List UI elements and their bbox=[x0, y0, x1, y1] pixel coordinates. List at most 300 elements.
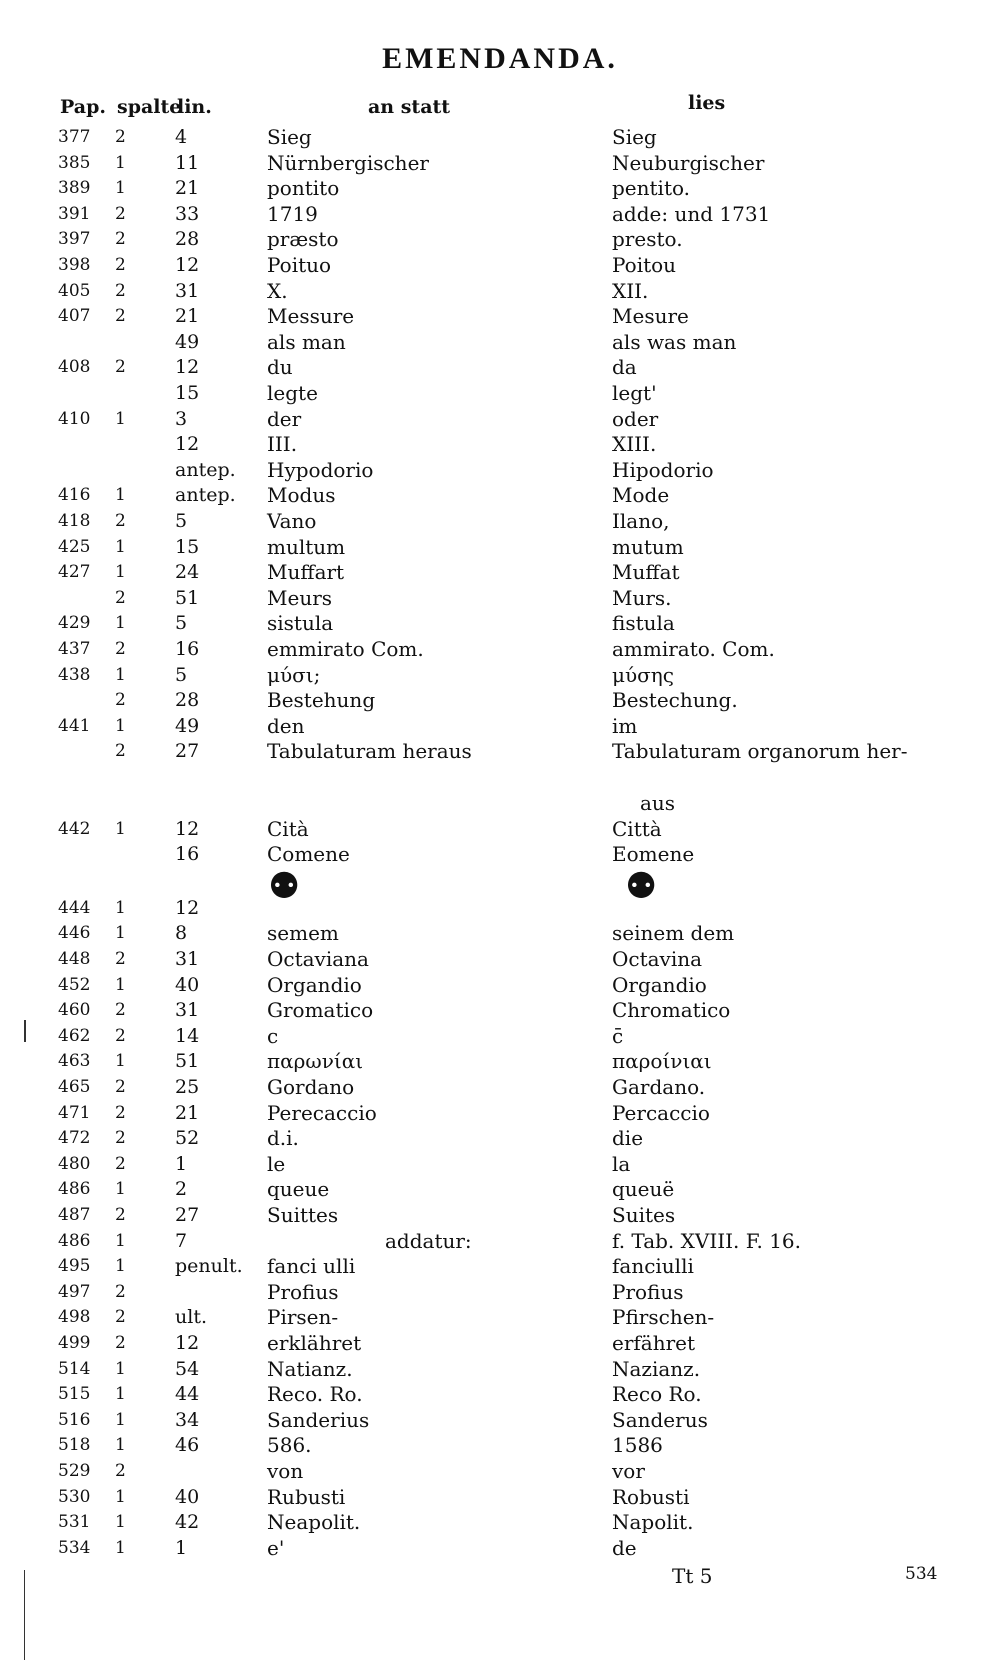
cell-anstatt: Meurs bbox=[267, 585, 333, 610]
cell-anstatt: d.i. bbox=[267, 1126, 299, 1151]
cell-page: 480 bbox=[58, 1153, 91, 1174]
cell-page: 518 bbox=[58, 1435, 91, 1456]
cell-lies: μύσης bbox=[612, 662, 674, 687]
cell-spalte: 1 bbox=[115, 408, 126, 429]
table-row bbox=[0, 714, 1000, 739]
cell-lies: queuë bbox=[612, 1177, 675, 1202]
cell-line: 31 bbox=[175, 279, 200, 302]
cell-lies: Sieg bbox=[612, 125, 657, 149]
cell-anstatt: X. bbox=[267, 278, 288, 303]
cell-spalte: 2 bbox=[115, 1025, 126, 1046]
cell-anstatt: der bbox=[267, 406, 302, 431]
cell-page: 529 bbox=[58, 1461, 91, 1481]
table-row bbox=[0, 1408, 1000, 1433]
cell-anstatt: c bbox=[267, 1023, 279, 1048]
cell-page: 441 bbox=[58, 715, 91, 736]
cell-page: 416 bbox=[58, 485, 91, 506]
pin-glyph-icon: ⚉ bbox=[268, 865, 301, 907]
cell-lies: legt' bbox=[612, 381, 657, 405]
cell-anstatt: von bbox=[267, 1459, 304, 1483]
cell-spalte: 2 bbox=[115, 587, 126, 608]
cell-spalte: 1 bbox=[115, 1409, 126, 1430]
cell-page: 531 bbox=[58, 1512, 91, 1533]
table-row bbox=[0, 432, 1000, 457]
cell-spalte: 1 bbox=[115, 1486, 126, 1507]
cell-spalte: 2 bbox=[115, 1281, 126, 1302]
cell-lies: erfähret bbox=[612, 1331, 696, 1355]
cell-page: 391 bbox=[58, 203, 91, 224]
cell-lies: XIII. bbox=[612, 432, 657, 457]
cell-page: 497 bbox=[58, 1281, 91, 1302]
cell-anstatt: Gordano bbox=[267, 1075, 355, 1099]
cell-line: 40 bbox=[175, 973, 200, 996]
cell-line: 31 bbox=[175, 999, 200, 1022]
table-row bbox=[0, 791, 1000, 816]
cell-anstatt: Vano bbox=[267, 509, 317, 533]
cell-spalte: 2 bbox=[115, 1000, 126, 1021]
cell-line: 14 bbox=[175, 1024, 200, 1047]
table-row bbox=[0, 921, 1000, 946]
cell-anstatt: Sanderius bbox=[267, 1407, 370, 1432]
cell-page: 429 bbox=[58, 613, 91, 634]
cell-spalte: 1 bbox=[115, 664, 126, 685]
table-row bbox=[0, 407, 1000, 432]
cell-page: 486 bbox=[58, 1179, 91, 1200]
table-row bbox=[0, 1075, 1000, 1100]
cell-anstatt: Reco. Ro. bbox=[267, 1382, 363, 1407]
cell-page: 389 bbox=[58, 178, 91, 199]
margin-mark bbox=[24, 1020, 26, 1042]
cell-spalte: 2 bbox=[115, 1077, 126, 1097]
cell-line: 51 bbox=[175, 586, 200, 609]
cell-line: antep. bbox=[175, 484, 236, 507]
cell-spalte: 1 bbox=[115, 1230, 126, 1251]
cell-spalte: 2 bbox=[115, 741, 126, 762]
cell-spalte: 1 bbox=[115, 715, 126, 736]
cell-line: 5 bbox=[175, 612, 188, 635]
header-lin: lin. bbox=[177, 96, 212, 118]
cell-line: 12 bbox=[175, 896, 200, 919]
cell-line: 52 bbox=[175, 1127, 200, 1150]
cell-line: 28 bbox=[175, 689, 200, 712]
cell-line: 31 bbox=[175, 948, 200, 970]
cell-anstatt: Tabulaturam heraus bbox=[267, 739, 472, 764]
cell-lies: Hipodorio bbox=[612, 457, 714, 482]
table-row bbox=[0, 947, 1000, 972]
cell-lies: Organdio bbox=[612, 972, 707, 997]
cell-page: 460 bbox=[58, 1000, 91, 1021]
cell-line: 21 bbox=[175, 1101, 200, 1124]
cell-line: 1 bbox=[175, 1152, 188, 1175]
table-row bbox=[0, 1254, 1000, 1279]
cell-page: 534 bbox=[58, 1537, 91, 1558]
cell-page: 515 bbox=[58, 1384, 91, 1405]
table-row bbox=[0, 151, 1000, 176]
cell-lies: Bestechung. bbox=[612, 688, 738, 713]
cell-spalte: 2 bbox=[115, 255, 126, 275]
cell-anstatt: legte bbox=[267, 381, 318, 405]
cell-page: 407 bbox=[58, 306, 91, 327]
cell-spalte: 1 bbox=[115, 1435, 126, 1456]
cell-spalte: 2 bbox=[115, 306, 126, 327]
table-row bbox=[0, 535, 1000, 560]
cell-lies: Mesure bbox=[612, 304, 689, 329]
table-row bbox=[0, 688, 1000, 713]
table-row bbox=[0, 176, 1000, 201]
cell-spalte: 1 bbox=[115, 974, 126, 995]
cell-line: 12 bbox=[175, 1332, 200, 1354]
cell-line: 21 bbox=[175, 177, 200, 200]
margin-mark bbox=[24, 1570, 25, 1660]
cell-line: 15 bbox=[175, 382, 200, 404]
cell-line: 33 bbox=[175, 202, 200, 225]
cell-line: 12 bbox=[175, 356, 200, 379]
cell-spalte: 1 bbox=[115, 1256, 126, 1277]
cell-lies: ammirato. Com. bbox=[612, 637, 775, 661]
cell-anstatt: Organdio bbox=[267, 972, 362, 997]
cell-line: 2 bbox=[175, 1178, 188, 1201]
cell-anstatt: du bbox=[267, 355, 293, 380]
cell-lies: Nazianz. bbox=[612, 1356, 701, 1381]
table-row bbox=[0, 125, 1000, 150]
cell-lies: die bbox=[612, 1126, 644, 1151]
cell-spalte: 2 bbox=[115, 690, 126, 711]
table-row bbox=[0, 381, 1000, 406]
table-row bbox=[0, 586, 1000, 611]
cell-anstatt: Suittes bbox=[267, 1203, 339, 1227]
table-row bbox=[0, 279, 1000, 304]
cell-line: 11 bbox=[175, 151, 200, 174]
cell-anstatt: Profius bbox=[267, 1279, 339, 1304]
cell-line: 24 bbox=[175, 561, 200, 584]
cell-page: 452 bbox=[58, 974, 91, 995]
cell-anstatt: Natianz. bbox=[267, 1356, 353, 1381]
cell-lies: Sanderus bbox=[612, 1407, 708, 1432]
cell-lies: pentito. bbox=[612, 176, 691, 201]
table-row bbox=[0, 865, 1000, 921]
cell-spalte: 2 bbox=[115, 1333, 126, 1353]
table-row bbox=[0, 1049, 1000, 1074]
table-row bbox=[0, 1203, 1000, 1228]
cell-anstatt: Nürnbergischer bbox=[267, 150, 429, 175]
cell-line: 44 bbox=[175, 1383, 200, 1406]
cell-lies: Tabulaturam organorum her- bbox=[612, 739, 908, 764]
cell-spalte: 1 bbox=[115, 152, 126, 173]
cell-spalte: 2 bbox=[115, 1205, 126, 1225]
cell-page: 444 bbox=[58, 897, 91, 918]
cell-spalte: 2 bbox=[115, 511, 126, 531]
cell-lies: Muffat bbox=[612, 560, 680, 585]
cell-lies: la bbox=[612, 1151, 631, 1176]
cell-spalte: 1 bbox=[115, 485, 126, 506]
cell-spalte: 2 bbox=[115, 1461, 126, 1481]
cell-anstatt: Neapolit. bbox=[267, 1510, 361, 1535]
cell-lies: Napolit. bbox=[612, 1510, 694, 1535]
cell-line: 28 bbox=[175, 228, 200, 251]
cell-page: 437 bbox=[58, 639, 91, 659]
cell-line: 27 bbox=[175, 1204, 200, 1226]
cell-page: 471 bbox=[58, 1102, 91, 1123]
cell-line: 40 bbox=[175, 1485, 200, 1508]
cell-lies: Eomene bbox=[612, 842, 695, 867]
cell-page: 462 bbox=[58, 1025, 91, 1046]
table-row bbox=[0, 1305, 1000, 1330]
cell-lies: XII. bbox=[612, 278, 649, 303]
cell-page: 448 bbox=[58, 949, 91, 969]
table-row bbox=[0, 227, 1000, 252]
cell-page: 465 bbox=[58, 1077, 91, 1097]
header-anstatt: an statt bbox=[368, 96, 451, 118]
cell-line: 12 bbox=[175, 817, 200, 840]
cell-spalte: 1 bbox=[115, 536, 126, 557]
table-row bbox=[0, 1357, 1000, 1382]
cell-page: 425 bbox=[58, 536, 91, 557]
cell-page: 405 bbox=[58, 280, 91, 301]
cell-lies: als was man bbox=[612, 329, 737, 354]
cell-lies: Octavina bbox=[612, 947, 703, 971]
cell-lies: Mode bbox=[612, 483, 670, 508]
cell-anstatt: e' bbox=[267, 1535, 285, 1560]
header-spalte: spalte bbox=[117, 96, 182, 118]
cell-page: 438 bbox=[58, 664, 91, 685]
cell-line: antep. bbox=[175, 458, 236, 481]
header-lies: lies bbox=[688, 92, 726, 114]
cell-lies: Chromatico bbox=[612, 998, 731, 1023]
cell-anstatt: Gromatico bbox=[267, 998, 374, 1023]
cell-anstatt: Bestehung bbox=[267, 688, 376, 713]
cell-lies: fanciulli bbox=[612, 1254, 694, 1279]
cell-page: 530 bbox=[58, 1486, 91, 1507]
cell-page: 397 bbox=[58, 229, 91, 250]
cell-page: 410 bbox=[58, 408, 91, 429]
cell-spalte: 1 bbox=[115, 1512, 126, 1533]
cell-spalte: 2 bbox=[115, 639, 126, 659]
cell-spalte: 1 bbox=[115, 818, 126, 839]
cell-anstatt: fanci ulli bbox=[267, 1254, 356, 1279]
cell-anstatt: le bbox=[267, 1151, 286, 1176]
table-row bbox=[0, 1536, 1000, 1561]
cell-spalte: 1 bbox=[115, 897, 126, 918]
cell-page: 377 bbox=[58, 127, 91, 147]
cell-spalte: 2 bbox=[115, 357, 126, 378]
cell-line: 12 bbox=[175, 433, 200, 456]
cell-lies: de bbox=[612, 1535, 637, 1560]
table-row bbox=[0, 817, 1000, 842]
cell-anstatt: multum bbox=[267, 534, 346, 559]
table-row bbox=[0, 1024, 1000, 1049]
cell-lies: fistula bbox=[612, 611, 675, 636]
cell-line: ult. bbox=[175, 1306, 207, 1329]
table-row bbox=[0, 1229, 1000, 1254]
cell-spalte: 2 bbox=[115, 127, 126, 147]
cell-lies: f. Tab. XVIII. F. 16. bbox=[612, 1228, 802, 1253]
cell-lies: mutum bbox=[612, 534, 684, 559]
table-row bbox=[0, 330, 1000, 355]
cell-line: 51 bbox=[175, 1050, 200, 1073]
table-row bbox=[0, 1331, 1000, 1356]
page-title: EMENDANDA. bbox=[382, 42, 618, 75]
table-row bbox=[0, 739, 1000, 764]
cell-spalte: 1 bbox=[115, 178, 126, 199]
cell-page: 486 bbox=[58, 1230, 91, 1251]
cell-anstatt: μύσι; bbox=[267, 662, 321, 687]
cell-anstatt: erklähret bbox=[267, 1331, 362, 1355]
table-row bbox=[0, 637, 1000, 662]
cell-line: 5 bbox=[175, 663, 188, 686]
header-pag: Pap. bbox=[60, 96, 106, 118]
table-row bbox=[0, 973, 1000, 998]
cell-anstatt: pontito bbox=[267, 176, 340, 201]
cell-page: 398 bbox=[58, 255, 91, 275]
cell-spalte: 2 bbox=[115, 1128, 126, 1149]
table-row bbox=[0, 1126, 1000, 1151]
cell-anstatt: emmirato Com. bbox=[267, 637, 424, 661]
cell-line: 42 bbox=[175, 1511, 200, 1534]
table-row bbox=[0, 1433, 1000, 1458]
cell-page: 446 bbox=[58, 923, 91, 944]
cell-lies: c̄ bbox=[612, 1023, 624, 1048]
cell-page: 408 bbox=[58, 357, 91, 378]
cell-line: 34 bbox=[175, 1408, 200, 1431]
cell-anstatt: παρωνίαι bbox=[267, 1049, 364, 1074]
cell-line: 15 bbox=[175, 535, 200, 558]
cell-lies: Città bbox=[612, 816, 662, 841]
cell-lies: Percaccio bbox=[612, 1100, 710, 1125]
cell-page: 385 bbox=[58, 152, 91, 173]
cell-page: 418 bbox=[58, 511, 91, 531]
cell-spalte: 1 bbox=[115, 1537, 126, 1558]
cell-line: 1 bbox=[175, 1536, 188, 1559]
page-number: 534 bbox=[905, 1564, 938, 1584]
cell-line: 46 bbox=[175, 1434, 200, 1457]
cell-lies: παροίνιαι bbox=[612, 1049, 712, 1074]
cell-line: 4 bbox=[175, 126, 188, 148]
cell-spalte: 1 bbox=[115, 1358, 126, 1379]
cell-lies: Neuburgischer bbox=[612, 150, 765, 175]
table-row bbox=[0, 1152, 1000, 1177]
table-row bbox=[0, 458, 1000, 483]
cell-line: 16 bbox=[175, 638, 200, 660]
cell-spalte: 1 bbox=[115, 613, 126, 634]
cell-page: 442 bbox=[58, 818, 91, 839]
table-row bbox=[0, 1280, 1000, 1305]
cell-page: 495 bbox=[58, 1256, 91, 1277]
cell-lies: Poitou bbox=[612, 253, 677, 277]
cell-page: 516 bbox=[58, 1409, 91, 1430]
cell-line: 27 bbox=[175, 740, 200, 763]
table-row bbox=[0, 560, 1000, 585]
cell-anstatt: Octaviana bbox=[267, 947, 369, 971]
cell-spalte: 1 bbox=[115, 923, 126, 944]
cell-spalte: 1 bbox=[115, 1179, 126, 1200]
cell-line: 5 bbox=[175, 510, 188, 532]
cell-lies: presto. bbox=[612, 227, 683, 252]
cell-lies: Ilano, bbox=[612, 509, 670, 533]
cell-lies: Profius bbox=[612, 1279, 684, 1304]
table-row bbox=[0, 842, 1000, 867]
table-row bbox=[0, 202, 1000, 227]
cell-anstatt: Messure bbox=[267, 304, 355, 329]
cell-anstatt: den bbox=[267, 713, 305, 738]
cell-anstatt: als man bbox=[267, 329, 346, 354]
cell-anstatt: Muffart bbox=[267, 560, 345, 585]
cell-anstatt: Poituo bbox=[267, 253, 332, 277]
cell-page: 463 bbox=[58, 1051, 91, 1072]
table-row bbox=[0, 1382, 1000, 1407]
cell-spalte: 2 bbox=[115, 1307, 126, 1328]
cell-lies: Gardano. bbox=[612, 1075, 706, 1099]
cell-anstatt: Rubusti bbox=[267, 1484, 346, 1509]
cell-page: 514 bbox=[58, 1358, 91, 1379]
table-row bbox=[0, 483, 1000, 508]
cell-spalte: 1 bbox=[115, 1384, 126, 1405]
cell-spalte: 2 bbox=[115, 1153, 126, 1174]
table-row bbox=[0, 1101, 1000, 1126]
cell-anstatt: sistula bbox=[267, 611, 334, 636]
cell-anstatt: Perecaccio bbox=[267, 1100, 377, 1125]
cell-anstatt: Pirsen- bbox=[267, 1305, 339, 1330]
cell-page: 472 bbox=[58, 1128, 91, 1149]
cell-line: 16 bbox=[175, 843, 200, 866]
cell-lies: 1586 bbox=[612, 1433, 663, 1458]
cell-page: 498 bbox=[58, 1307, 91, 1328]
table-row bbox=[0, 304, 1000, 329]
cell-spalte: 2 bbox=[115, 203, 126, 224]
table-row bbox=[0, 1177, 1000, 1202]
cell-page: 427 bbox=[58, 562, 91, 583]
cell-line: 25 bbox=[175, 1076, 200, 1098]
cell-page: 487 bbox=[58, 1205, 91, 1225]
cell-spalte: 2 bbox=[115, 280, 126, 301]
cell-line: penult. bbox=[175, 1255, 243, 1278]
cell-anstatt: præsto bbox=[267, 227, 339, 252]
table-row bbox=[0, 1510, 1000, 1535]
cell-spalte: 2 bbox=[115, 1102, 126, 1123]
cell-lies: vor bbox=[612, 1459, 645, 1483]
cell-spalte: 2 bbox=[115, 229, 126, 250]
cell-page: 499 bbox=[58, 1333, 91, 1353]
table-row bbox=[0, 1485, 1000, 1510]
cell-anstatt: Modus bbox=[267, 483, 336, 508]
cell-lies: seinem dem bbox=[612, 921, 735, 946]
cell-line: 7 bbox=[175, 1229, 188, 1252]
cell-lies: da bbox=[612, 355, 637, 380]
cell-lies: oder bbox=[612, 406, 659, 431]
cell-line: 49 bbox=[175, 330, 200, 353]
cell-anstatt: semem bbox=[267, 921, 339, 946]
cell-lies: aus bbox=[640, 791, 676, 815]
cell-line: 12 bbox=[175, 254, 200, 276]
table-row bbox=[0, 253, 1000, 278]
cell-line: 3 bbox=[175, 407, 188, 430]
cell-line: 8 bbox=[175, 922, 188, 945]
cell-lies: Suites bbox=[612, 1203, 676, 1227]
cell-anstatt: Cità bbox=[267, 816, 309, 841]
table-row bbox=[0, 1459, 1000, 1484]
pin-glyph-icon: ⚉ bbox=[625, 865, 658, 907]
cell-anstatt: 586. bbox=[267, 1433, 312, 1458]
cell-spalte: 1 bbox=[115, 562, 126, 583]
cell-line: 21 bbox=[175, 305, 200, 328]
cell-lies: Robusti bbox=[612, 1484, 690, 1509]
table-row bbox=[0, 611, 1000, 636]
cell-anstatt: III. bbox=[267, 432, 298, 457]
cell-lies: im bbox=[612, 713, 638, 738]
cell-line: 49 bbox=[175, 714, 200, 737]
signature-mark: Tt 5 bbox=[672, 1564, 713, 1588]
table-row bbox=[0, 509, 1000, 534]
table-row bbox=[0, 663, 1000, 688]
